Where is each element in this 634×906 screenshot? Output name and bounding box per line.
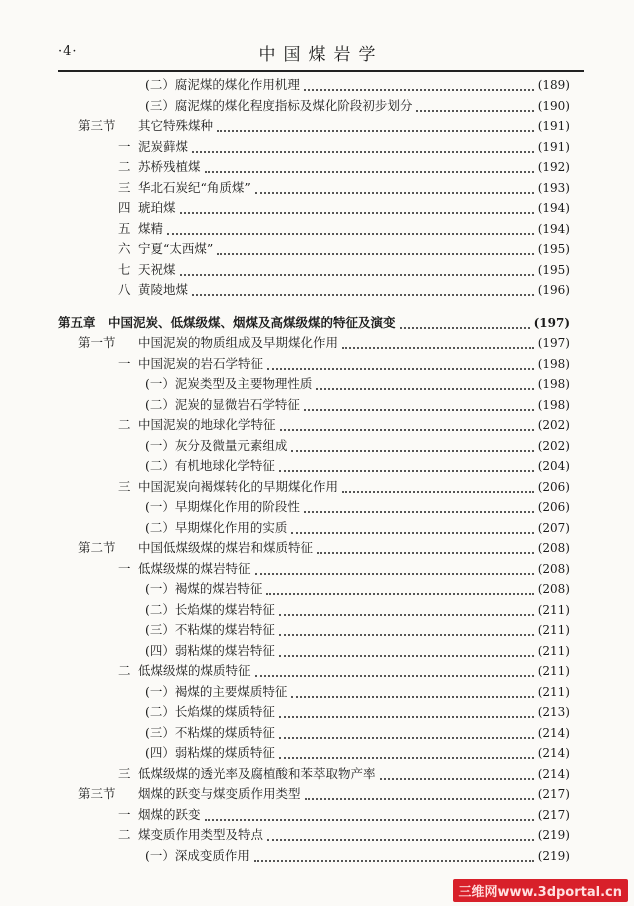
toc-entry-title: 中国泥炭、低煤级煤、烟煤及高煤级煤的特征及演变	[108, 314, 396, 330]
dot-leader	[304, 88, 534, 91]
toc-entry-page: (208)	[537, 582, 570, 596]
dot-leader	[266, 592, 533, 595]
toc-entry-title: 烟煤的跃变	[138, 806, 201, 822]
toc-entry	[78, 537, 570, 559]
toc-entry-title: (二）长焰煤的煤岩特征	[145, 601, 275, 617]
page-header	[58, 40, 584, 72]
toc-entry	[145, 394, 570, 416]
dot-leader	[279, 756, 534, 759]
toc-entry-page: (208)	[537, 561, 570, 576]
toc-entry-title: 低煤级煤的煤质特征	[138, 663, 251, 678]
toc-entry-title: 低煤级煤的煤岩特征	[138, 560, 251, 576]
toc-entry	[118, 197, 570, 219]
toc-entry	[58, 312, 570, 334]
dot-leader	[255, 572, 534, 575]
dot-leader	[380, 777, 534, 780]
toc-entry	[145, 95, 570, 117]
toc-entry-number: 第一节	[78, 335, 116, 350]
toc-entry-title: 宁夏“太西煤”	[138, 241, 214, 256]
toc-entry-page: (211)	[537, 602, 570, 617]
toc-entry	[118, 136, 570, 158]
toc-entry-title: (一）泥炭类型及主要物理性质	[145, 376, 313, 391]
toc-entry-number: 第五章	[58, 314, 96, 330]
toc-entry-number: 第三节	[78, 118, 116, 133]
dot-leader	[254, 859, 534, 862]
toc-entry	[145, 373, 570, 395]
toc-entry-page: (195)	[537, 242, 570, 256]
toc-entry-title: 泥炭藓煤	[138, 138, 189, 154]
toc-entry	[145, 619, 570, 641]
toc-entry-page: (196)	[537, 283, 570, 297]
toc-entry-page: (197)	[537, 336, 570, 350]
toc-entry	[118, 279, 570, 301]
toc-entry	[78, 115, 570, 137]
toc-entry-number: 三	[118, 179, 131, 195]
dot-leader	[279, 633, 534, 636]
dot-leader	[342, 346, 534, 349]
toc-entry-number: 三	[118, 478, 131, 494]
dot-leader	[291, 531, 533, 534]
toc-entry-number: 二	[118, 417, 131, 432]
toc-entry	[118, 414, 570, 436]
toc-entry-page: (189)	[537, 78, 570, 92]
toc-entry-page: (217)	[537, 807, 570, 822]
dot-leader	[267, 838, 534, 841]
toc-entry-title: (四）弱粘煤的煤质特征	[145, 745, 275, 760]
dot-leader	[255, 191, 534, 194]
dot-leader	[317, 551, 534, 554]
dot-leader	[217, 252, 533, 255]
toc-entry-page: (191)	[537, 119, 570, 133]
dot-leader	[304, 408, 534, 411]
dot-leader	[291, 449, 533, 452]
book-title: 中国煤岩学	[258, 45, 384, 65]
dot-leader	[279, 613, 534, 616]
toc-entry-page: (191)	[537, 139, 570, 154]
toc-entry-title: (三）不粘煤的煤质特征	[145, 724, 275, 740]
toc-entry	[118, 238, 570, 260]
dot-leader	[416, 109, 533, 112]
toc-entry	[118, 660, 570, 682]
toc-entry-page: (219)	[537, 828, 570, 842]
toc-entry	[118, 476, 570, 498]
dot-leader	[279, 469, 534, 472]
toc-entry-number: 八	[118, 282, 131, 297]
dot-leader	[400, 326, 530, 329]
toc-entry-title: 低煤级煤的透光率及腐植酸和苯萃取物产率	[138, 765, 376, 781]
toc-entry-title: (一）早期煤化作用的阶段性	[145, 499, 300, 514]
toc-entry-page: (198)	[537, 356, 570, 371]
page-number: ·4·	[58, 44, 78, 59]
toc-entry	[145, 722, 570, 744]
toc-entry-number: 一	[118, 806, 131, 822]
toc-entry-number: 二	[118, 827, 131, 842]
toc-entry	[145, 496, 570, 518]
toc-entry-title: 黄陵地煤	[138, 282, 189, 297]
toc-entry-page: (194)	[537, 201, 570, 215]
dot-leader	[167, 232, 534, 235]
toc-entry	[145, 742, 570, 764]
toc-entry-title: (一）褐煤的主要煤质特征	[145, 683, 288, 699]
toc-entry-page: (211)	[537, 684, 570, 699]
dot-leader	[342, 490, 534, 493]
toc-entry-number: 二	[118, 159, 131, 174]
toc-entry	[145, 74, 570, 96]
toc-entry-title: 华北石炭纪“角质煤”	[138, 179, 251, 195]
toc-entry-number: 六	[118, 241, 131, 256]
toc-entry	[145, 701, 570, 723]
toc-entry-title: (二）有机地球化学特征	[145, 458, 275, 473]
toc-entry-page: (192)	[537, 160, 570, 174]
toc-entry-number: 四	[118, 200, 131, 215]
dot-leader	[305, 797, 534, 800]
dot-leader	[217, 129, 534, 132]
toc-entry	[118, 177, 570, 199]
toc-entry-title: 中国低煤级煤的煤岩和煤质特征	[138, 540, 314, 555]
toc-entry	[118, 156, 570, 178]
toc-entry	[145, 845, 570, 867]
toc-entry-title: 中国泥炭的物质组成及早期煤化作用	[138, 335, 339, 350]
toc-entry-number: 一	[118, 138, 131, 154]
toc-entry	[118, 804, 570, 826]
dot-leader	[180, 273, 534, 276]
watermark-text: 三维网www.3dportal.cn	[458, 885, 622, 900]
toc-entry-title: (一）灰分及微量元素组成	[145, 437, 288, 453]
toc-entry-page: (214)	[537, 766, 570, 781]
toc-entry-title: 煤变质作用类型及特点	[138, 827, 264, 842]
toc-entry	[145, 681, 570, 703]
dot-leader	[267, 367, 534, 370]
dot-leader	[192, 293, 534, 296]
toc-entry	[78, 332, 570, 354]
toc-entry-number: 五	[118, 220, 131, 236]
toc-entry-page: (211)	[537, 643, 570, 658]
dot-leader	[304, 510, 534, 513]
toc-entry-title: 苏桥残植煤	[138, 159, 201, 174]
toc-entry	[78, 783, 570, 805]
toc-entry-title: 中国泥炭的岩石学特征	[138, 355, 264, 371]
toc-entry-title: (三）不粘煤的煤岩特征	[145, 622, 275, 637]
toc-entry-title: 煤精	[138, 220, 164, 236]
toc-entry-page: (202)	[537, 438, 570, 453]
toc-entry-title: 天祝煤	[138, 261, 176, 277]
dot-leader	[280, 428, 534, 431]
toc-entry-page: (206)	[537, 500, 570, 514]
toc-entry-page: (214)	[537, 746, 570, 760]
dot-leader	[192, 150, 534, 153]
toc-entry-page: (198)	[537, 397, 570, 412]
toc-entry	[118, 763, 570, 785]
toc-entry-page: (211)	[537, 623, 570, 637]
toc-entry-title: (一）褐煤的煤岩特征	[145, 581, 263, 596]
toc-entry-page: (208)	[537, 541, 570, 555]
toc-entry-title: 琥珀煤	[138, 200, 176, 215]
dot-leader	[180, 211, 534, 214]
toc-entry-title: 中国泥炭向褐煤转化的早期煤化作用	[138, 478, 339, 494]
toc-entry-page: (211)	[537, 664, 570, 678]
toc-entry-page: (195)	[537, 262, 570, 277]
toc-entry-title: (二）长焰煤的煤质特征	[145, 704, 275, 719]
toc-entry-number: 二	[118, 663, 131, 678]
dot-leader	[316, 387, 533, 390]
toc-entry-title: 烟煤的跃变与煤变质作用类型	[138, 786, 301, 801]
toc-entry-title: (一）深成变质作用	[145, 847, 250, 863]
toc-entry-page: (194)	[537, 221, 570, 236]
toc-entry	[145, 517, 570, 539]
dot-leader	[279, 715, 534, 718]
toc-entry	[118, 824, 570, 846]
dot-leader	[205, 818, 534, 821]
toc-entry-page: (207)	[537, 520, 570, 535]
toc-entry	[118, 259, 570, 281]
toc-entry-title: 中国泥炭的地球化学特征	[138, 417, 276, 432]
toc-entry-page: (197)	[533, 315, 570, 330]
toc-entry-title: (三）腐泥煤的煤化程度指标及煤化阶段初步划分	[145, 97, 413, 113]
toc-entry-number: 第三节	[78, 786, 116, 801]
toc-entry-page: (214)	[537, 725, 570, 740]
dot-leader	[255, 674, 534, 677]
toc-entry-title: (二）泥炭的显微岩石学特征	[145, 396, 300, 412]
toc-entry-title: (二）腐泥煤的煤化作用机理	[145, 77, 300, 92]
toc-entry	[145, 578, 570, 600]
toc-entry	[145, 640, 570, 662]
toc-entry-page: (204)	[537, 459, 570, 473]
toc-entry-page: (198)	[537, 377, 570, 391]
toc-entry-page: (190)	[537, 98, 570, 113]
dot-leader	[205, 170, 534, 173]
toc-entry	[118, 218, 570, 240]
toc-entry-title: (二）早期煤化作用的实质	[145, 519, 288, 535]
toc-entry-page: (206)	[537, 479, 570, 494]
watermark-logo	[453, 879, 628, 902]
toc-entry-number: 三	[118, 765, 131, 781]
dot-leader	[279, 736, 534, 739]
toc-entry-number: 七	[118, 261, 131, 277]
toc-entry-page: (217)	[537, 787, 570, 801]
toc-entry	[145, 455, 570, 477]
toc-entry	[118, 558, 570, 580]
toc-entry	[145, 599, 570, 621]
toc-entry-page: (219)	[537, 848, 570, 863]
toc-entry-number: 第二节	[78, 540, 116, 555]
toc-entry-page: (193)	[537, 180, 570, 195]
dot-leader	[291, 695, 533, 698]
toc-entry	[118, 353, 570, 375]
dot-leader	[279, 654, 534, 657]
toc-entry-number: 一	[118, 560, 131, 576]
toc-entry-page: (213)	[537, 705, 570, 719]
toc-entry-page: (202)	[537, 418, 570, 432]
toc-entry-number: 一	[118, 355, 131, 371]
toc-entry-title: 其它特殊煤种	[138, 118, 214, 133]
toc-entry	[145, 435, 570, 457]
toc-entry-title: (四）弱粘煤的煤岩特征	[145, 642, 275, 658]
